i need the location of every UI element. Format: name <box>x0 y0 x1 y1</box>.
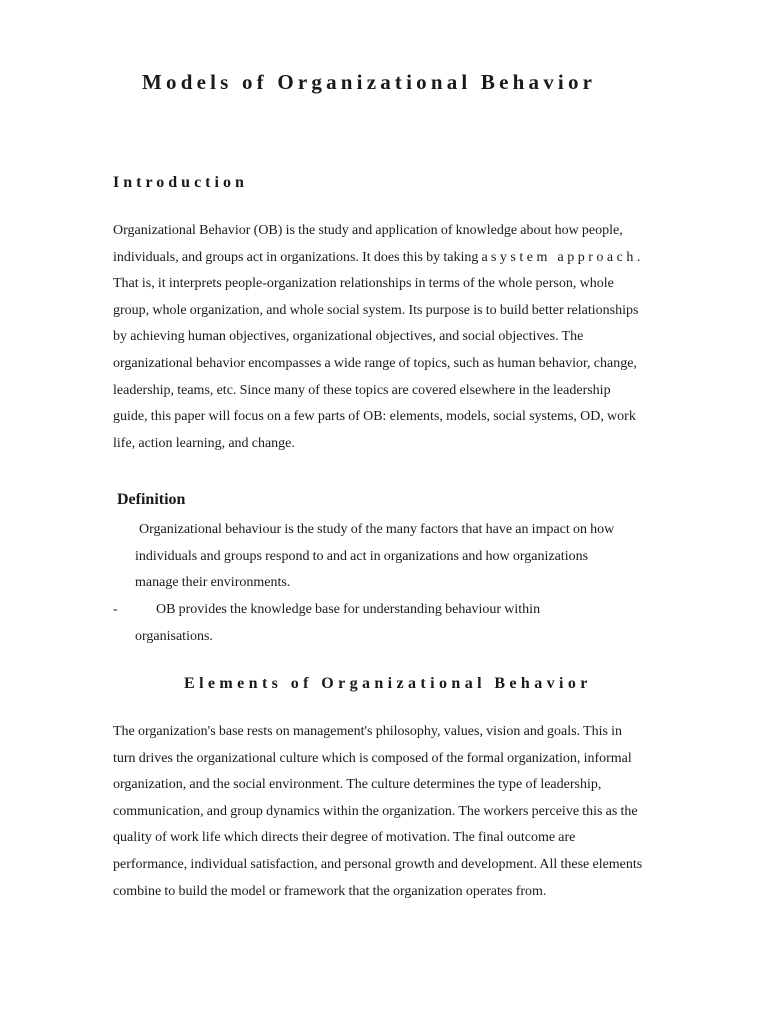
definition-line: manage their environments. <box>135 575 291 590</box>
bullet-line: organisations. <box>135 629 213 644</box>
introduction-heading: Introduction <box>113 174 248 191</box>
introduction-paragraph <box>113 218 643 457</box>
elements-heading: Elements of Organizational Behavior <box>184 675 592 692</box>
definition-heading: Definition <box>117 491 186 508</box>
bullet-line: OB provides the knowledge base for understanding behaviour within <box>156 602 541 617</box>
bullet-dash: - <box>113 602 118 617</box>
introduction-text-start: Organizational Behavior (OB) is the study and application of knowledge about how people, individuals, and groups act in organizations. It does this by taking a <box>113 223 623 265</box>
document-title: Models of Organizational Behavior <box>142 70 597 94</box>
system-approach-term: system approach <box>490 249 637 265</box>
introduction-text-end: . That is, it interprets people-organization relationships in terms of the whole person, whole group, whole organization, and whole social system. Its purpose is to build better relationships by achieving human objectives, organizational objectives, and social objectives. The organizational behavior encompasses a wide range of topics, such as human behavior, change, leadership, teams, etc. Since many of these topics are covered elsewhere in the leadership guide, this paper will focus on a few parts of OB: elements, models, social systems, OD, work life, action learning, and change. <box>113 249 641 451</box>
definition-line: individuals and groups respond to and act in organizations and how organizations <box>135 549 589 564</box>
definition-line: Organizational behaviour is the study of the many factors that have an impact on how <box>139 522 615 537</box>
elements-paragraph: The organization's base rests on management's philosophy, values, vision and goals. This in turn drives the organizational culture which is composed of the formal organization, informal organization, and the social environment. The culture determines the type of leadership, communication, and group dynamics within the organization. The workers perceive this as the quality of work life which directs their degree of motivation. The final outcome are performance, individual satisfaction, and personal growth and development. All these elements combine to build the model or framework that the organization operates from. <box>113 724 643 899</box>
